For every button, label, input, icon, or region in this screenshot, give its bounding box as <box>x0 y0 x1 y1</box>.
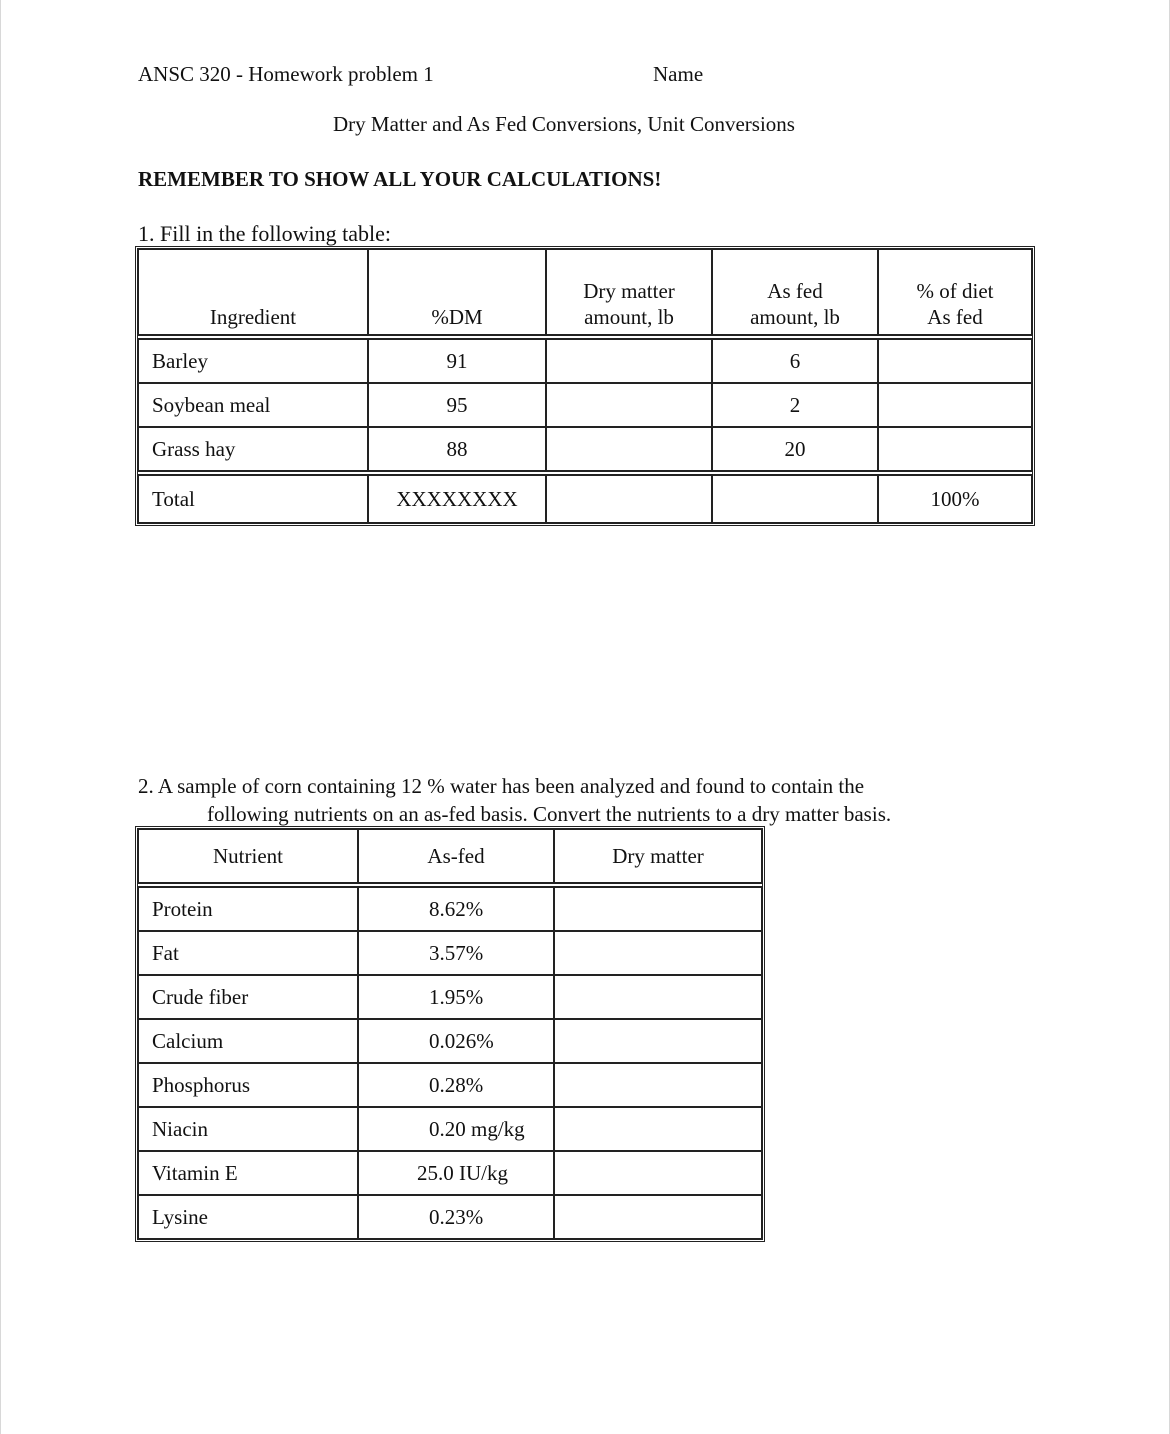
header-asfed-amount: As fed amount, lb <box>712 249 878 335</box>
ingredient-cell: Barley <box>138 339 368 383</box>
asfed-cell: 25.0 IU/kg <box>358 1151 554 1195</box>
nutrient-cell: Lysine <box>138 1195 358 1239</box>
ingredient-table <box>135 246 1035 526</box>
nutrient-cell: Calcium <box>138 1019 358 1063</box>
name-label: Name <box>653 62 704 86</box>
dm-amount-cell[interactable] <box>546 339 712 383</box>
header-ingredient: Ingredient <box>138 249 368 335</box>
dry-matter-cell[interactable] <box>554 887 762 931</box>
table-row <box>138 427 1032 471</box>
header-dm-amount: Dry matter amount, lb <box>546 249 712 335</box>
total-asfed-cell[interactable] <box>712 475 878 523</box>
header-dm-percent: %DM <box>368 249 546 335</box>
nutrient-cell: Phosphorus <box>138 1063 358 1107</box>
asfed-cell: 1.95% <box>358 975 554 1019</box>
header-asfed: As-fed <box>358 829 554 883</box>
table-row <box>138 975 762 1019</box>
ingredient-table-header <box>138 249 1032 335</box>
dm-amount-cell[interactable] <box>546 383 712 427</box>
asfed-amount-cell: 20 <box>712 427 878 471</box>
table-row <box>138 1063 762 1107</box>
pct-diet-cell[interactable] <box>878 339 1032 383</box>
dm-amount-cell[interactable] <box>546 427 712 471</box>
nutrient-table <box>135 826 765 1242</box>
total-label: Total <box>138 475 368 523</box>
ingredient-cell: Soybean meal <box>138 383 368 427</box>
nutrient-table-header <box>138 829 762 883</box>
total-dm-amount-cell[interactable] <box>546 475 712 523</box>
dry-matter-cell[interactable] <box>554 1063 762 1107</box>
nutrient-cell: Niacin <box>138 1107 358 1151</box>
total-row <box>138 475 1032 523</box>
header-pct-diet: % of diet As fed <box>878 249 1032 335</box>
pct-diet-cell[interactable] <box>878 427 1032 471</box>
table-row <box>138 1019 762 1063</box>
asfed-amount-cell: 6 <box>712 339 878 383</box>
dm-percent-cell: 88 <box>368 427 546 471</box>
question-2-prompt-line1: 2. A sample of corn containing 12 % water has been analyzed and found to contain the <box>138 774 865 798</box>
table-row <box>138 887 762 931</box>
dry-matter-cell[interactable] <box>554 931 762 975</box>
dry-matter-cell[interactable] <box>554 1107 762 1151</box>
dry-matter-cell[interactable] <box>554 975 762 1019</box>
reminder-text: REMEMBER TO SHOW ALL YOUR CALCULATIONS! <box>138 167 662 191</box>
table-row <box>138 1195 762 1239</box>
asfed-cell: 0.20 mg/kg <box>358 1107 554 1151</box>
asfed-cell: 0.026% <box>358 1019 554 1063</box>
table-row <box>138 1107 762 1151</box>
asfed-amount-cell: 2 <box>712 383 878 427</box>
course-title: ANSC 320 - Homework problem 1 <box>138 62 434 86</box>
dry-matter-cell[interactable] <box>554 1019 762 1063</box>
page-edge-left <box>0 0 1 1434</box>
asfed-cell: 0.23% <box>358 1195 554 1239</box>
nutrient-cell: Fat <box>138 931 358 975</box>
dm-percent-cell: 91 <box>368 339 546 383</box>
nutrient-cell: Crude fiber <box>138 975 358 1019</box>
dry-matter-cell[interactable] <box>554 1151 762 1195</box>
total-pct-cell: 100% <box>878 475 1032 523</box>
asfed-cell: 3.57% <box>358 931 554 975</box>
header-dry-matter: Dry matter <box>554 829 762 883</box>
pct-diet-cell[interactable] <box>878 383 1032 427</box>
total-dm-cell: XXXXXXXX <box>368 475 546 523</box>
asfed-cell: 8.62% <box>358 887 554 931</box>
asfed-cell: 0.28% <box>358 1063 554 1107</box>
table-row <box>138 931 762 975</box>
dry-matter-cell[interactable] <box>554 1195 762 1239</box>
table-row <box>138 1151 762 1195</box>
header-nutrient: Nutrient <box>138 829 358 883</box>
ingredient-cell: Grass hay <box>138 427 368 471</box>
question-2-prompt-line2: following nutrients on an as-fed basis. Convert the nutrients to a dry matter basis. <box>207 802 892 826</box>
table-row <box>138 339 1032 383</box>
nutrient-cell: Protein <box>138 887 358 931</box>
dm-percent-cell: 95 <box>368 383 546 427</box>
nutrient-cell: Vitamin E <box>138 1151 358 1195</box>
table-row <box>138 383 1032 427</box>
question-1-prompt: 1. Fill in the following table: <box>138 221 391 246</box>
page-subtitle: Dry Matter and As Fed Conversions, Unit Conversions <box>333 112 795 136</box>
